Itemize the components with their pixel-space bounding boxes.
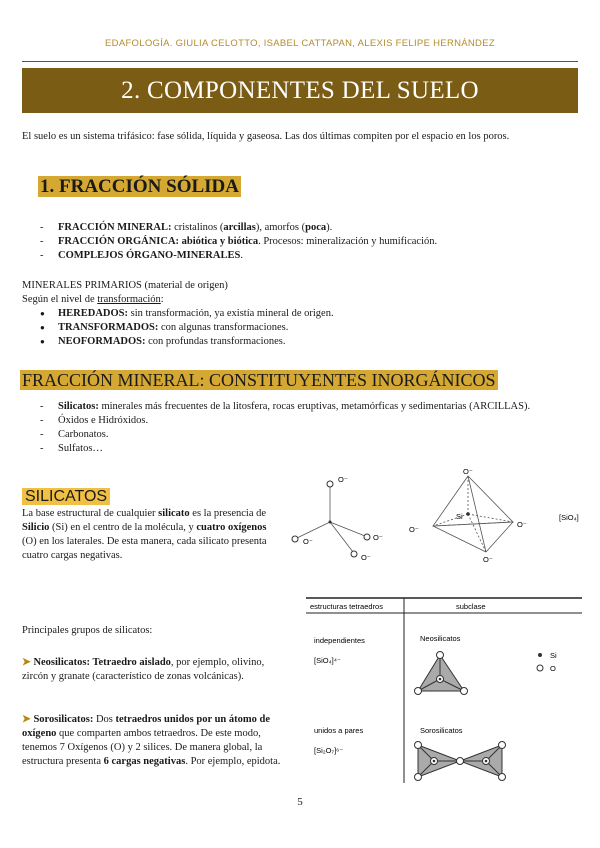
o-minus-label: O⁻ <box>303 537 313 546</box>
minerals-list <box>58 307 558 349</box>
running-header: EDAFOLOGÍA. GIULIA CELOTTO, ISABEL CATTAPAN, ALEXIS FELIPE HERNÁNDEZ <box>105 38 495 49</box>
solid-fraction-list <box>58 221 558 263</box>
o-minus-label: O⁻ <box>361 553 371 562</box>
o-minus-label: O⁻ <box>517 520 527 529</box>
o-minus-label: O⁻ <box>463 467 473 476</box>
groups-title: Principales grupos de silicatos: <box>22 625 153 636</box>
silicatos-paragraph: La base estructural de cualquier silicato es la presencia de Silicio (Si) en el centro de la molécula, y cuatro oxígenos (O) en los laterales. De esta manera, cada silicato presenta cuatro cargas negativas. <box>22 508 267 561</box>
list-item: - Carbonatos. <box>58 428 548 442</box>
si-label: Si <box>456 512 463 521</box>
o-minus-label: O⁻ <box>409 525 419 534</box>
silicate-groups-figure <box>306 597 582 783</box>
row-label: unidos a pares <box>314 726 364 735</box>
tetra-formula: [SiO₄] <box>559 513 579 522</box>
row-formula: [SiO₄]⁴⁻ <box>314 656 341 665</box>
list-item: - COMPLEJOS ÓRGANO-MINERALES. <box>58 249 558 263</box>
section-solid-heading: 1. FRACCIÓN SÓLIDA <box>40 176 239 197</box>
o-minus-label: O⁻ <box>483 555 493 564</box>
silicatos-heading: SILICATOS <box>22 487 110 506</box>
minerals-primary-line: MINERALES PRIMARIOS (material de origen) <box>22 280 228 291</box>
column-header: subclase <box>456 602 486 611</box>
list-item: ● HEREDADOS: sin transformación, ya existía mineral de origen. <box>58 307 558 321</box>
row-label: independientes <box>314 636 365 645</box>
page-title: 2. COMPONENTES DEL SUELO <box>22 68 578 113</box>
inorganic-list <box>58 400 548 456</box>
subclass-label: Sorosilicatos <box>420 726 463 735</box>
sorosilicatos-paragraph: ➤ Sorosilicatos: Dos tetraedros unidos por un átomo de oxígeno que comparten ambos tetraedros. De este modo, tenemos 7 Oxígenos (O) y 2 silices. De manera global, la estructura presenta 6 cargas negativas. Por ejemplo, epidota. <box>22 714 281 767</box>
neosilicate-tetrahedron <box>415 652 468 695</box>
column-header: estructuras tetraedros <box>310 602 383 611</box>
minerals-level-line: Según el nivel de transformación: <box>22 294 164 305</box>
subclass-label: Neosilicatos <box>420 634 461 643</box>
page-number: 5 <box>297 796 303 808</box>
silicate-tetrahedron-figure <box>283 462 593 580</box>
intro-paragraph: El suelo es un sistema trifásico: fase sólida, líquida y gaseosa. Las dos últimas compiten por el espacio en los poros. <box>22 131 510 142</box>
legend-o: O <box>550 664 556 673</box>
list-item: - Sulfatos… <box>58 442 548 456</box>
o-minus-label: O⁻ <box>373 533 383 542</box>
list-item: ● TRANSFORMADOS: con algunas transformaciones. <box>58 321 558 335</box>
list-item: - FRACCIÓN MINERAL: cristalinos (arcillas), amorfos (poca). <box>58 221 558 235</box>
list-item: - FRACCIÓN ORGÁNICA: abiótica y biótica. Procesos: mineralización y humificación. <box>58 235 558 249</box>
list-item: ● NEOFORMADOS: con profundas transformaciones. <box>58 335 558 349</box>
row-formula: [Si₂O₇]⁶⁻ <box>314 746 344 755</box>
list-item: - Silicatos: minerales más frecuentes de la litosfera, rocas eruptivas, metamórficas y sedimentarias (ARCILLAS). <box>58 400 548 414</box>
o-minus-label: O⁻ <box>338 475 348 484</box>
header-rule <box>22 61 578 62</box>
legend-si: Si <box>550 651 557 660</box>
sorosilicate-tetrahedra <box>415 742 506 781</box>
neosilicatos-paragraph: ➤ Neosilicatos: Tetraedro aislado, por ejemplo, olivino, zircón y granate (característico de zonas volcánicas). <box>22 657 265 682</box>
section-inorganic-heading: FRACCIÓN MINERAL: CONSTITUYENTES INORGÁNICOS <box>22 370 496 390</box>
list-item: - Óxidos e Hidróxidos. <box>58 414 548 428</box>
